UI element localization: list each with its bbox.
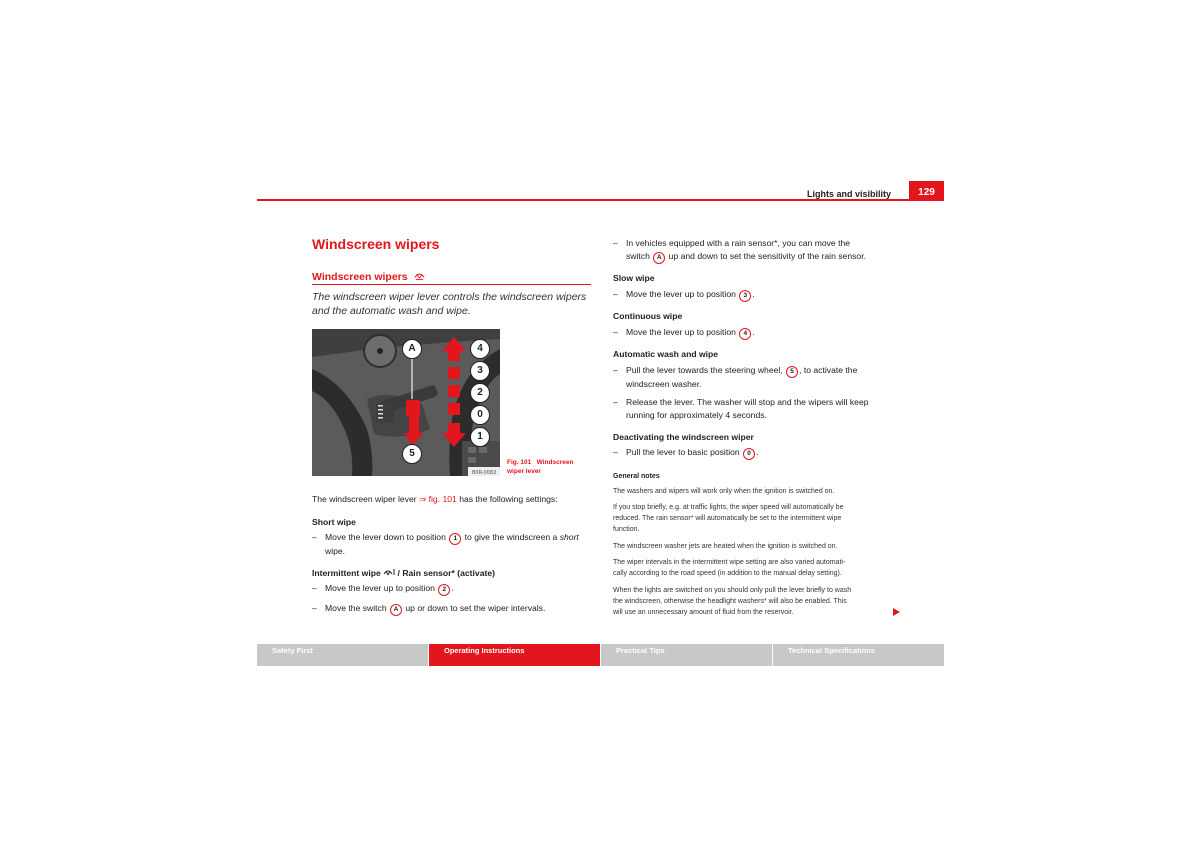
text-run: to give the windscreen a — [464, 532, 558, 542]
continuous-wipe-heading: Continuous wipe — [613, 311, 683, 321]
wiper-lever-figure — [312, 329, 500, 476]
deactivating-item-text — [626, 446, 758, 460]
slow-wipe-item — [613, 288, 898, 301]
section-heading-rule — [312, 284, 591, 285]
callout-3: 3 — [470, 361, 490, 381]
position-badge: 1 — [449, 533, 461, 545]
text-emphasis: short — [559, 532, 579, 542]
continuous-wipe-item-text — [626, 326, 755, 340]
page-number: 129 — [909, 181, 944, 201]
chapter-title: Windscreen wipers — [312, 236, 440, 252]
header-rule — [257, 199, 944, 201]
callout-2: 2 — [470, 383, 490, 403]
callout-a: A — [402, 339, 422, 359]
callout-5: 5 — [402, 444, 422, 464]
list-dash: – — [613, 289, 618, 299]
text-run: function. — [613, 526, 640, 533]
position-badge: 4 — [739, 328, 751, 340]
text-run: up and down to set the sensitivity of the rain sensor. — [668, 250, 866, 261]
short-wipe-item-text — [325, 531, 593, 558]
note-paragraph-4 — [613, 557, 893, 579]
figure-caption-label: Fig. 101 — [507, 459, 532, 466]
text-run: . — [752, 289, 755, 299]
deactivating-heading: Deactivating the windscreen wiper — [613, 432, 754, 442]
text-run: Move the lever up to position — [626, 327, 736, 337]
note-paragraph-2 — [613, 502, 893, 535]
intermittent-item-1-text — [325, 582, 454, 596]
text-run: . — [756, 447, 759, 457]
callout-4: 4 — [470, 339, 490, 359]
list-dash: – — [613, 397, 618, 407]
tab-operating-instructions[interactable]: Operating Instructions — [429, 644, 600, 666]
tab-practical-tips[interactable]: Practical Tips — [601, 644, 772, 666]
position-badge: 5 — [786, 366, 798, 378]
position-badge: 2 — [438, 584, 450, 596]
lead-paragraph — [312, 493, 597, 506]
text-run: cally according to the road speed (in addition to the manual delay setting). — [613, 570, 842, 577]
position-badge: A — [653, 252, 665, 264]
text-run: Pull the lever towards the steering wheel, — [626, 365, 783, 375]
auto-wash-item-2 — [613, 396, 898, 422]
footer-nav — [257, 644, 944, 666]
text-run: Release the lever. The washer will stop and the wipers will keep — [626, 397, 869, 407]
lead-text: The windscreen wiper lever — [312, 494, 417, 504]
text-run: In vehicles equipped with a rain sensor*, you can move the — [626, 238, 851, 248]
figure-caption — [507, 459, 587, 476]
intermittent-item-1 — [312, 582, 597, 595]
running-section-title: Lights and visibility — [806, 189, 891, 199]
list-dash: – — [613, 238, 618, 248]
section-heading — [312, 270, 425, 283]
list-dash: – — [613, 327, 618, 337]
text-run: windscreen washer. — [626, 379, 702, 389]
list-dash: – — [312, 603, 317, 613]
text-run: reduced. The rain sensor* will automatically be set to the intermittent wipe — [613, 515, 842, 522]
text-run: If you stop briefly, e.g. at traffic lights, the wiper speed will automatically be — [613, 504, 844, 511]
section-heading-text: Windscreen wipers — [312, 271, 408, 283]
text-run: , to activate the — [799, 365, 858, 375]
figure-code: B0R-0082 — [472, 470, 497, 476]
general-notes-heading: General notes — [613, 473, 660, 480]
auto-wash-item-1-text — [626, 364, 898, 391]
continue-arrow-icon — [893, 608, 900, 616]
text-run: Move the lever up to position — [626, 289, 736, 299]
tab-technical-specifications[interactable]: Technical Specifications — [773, 644, 944, 666]
figure-link[interactable]: fig. 101 — [428, 494, 457, 504]
text-run: Pull the lever to basic position — [626, 447, 740, 457]
text-run: Move the lever up to position — [325, 583, 435, 593]
intermittent-heading-text: Intermittent wipe — [312, 568, 381, 578]
lead-text-end: has the following settings: — [459, 494, 558, 504]
rain-sensor-item-text — [626, 237, 898, 264]
intermittent-heading — [312, 567, 495, 578]
cross-ref-arrow: ⇒ — [419, 494, 427, 504]
callout-0: 0 — [470, 405, 490, 425]
tab-safety-first[interactable]: Safety First — [257, 644, 428, 666]
continuous-wipe-item — [613, 326, 898, 339]
intermittent-heading-suffix: / Rain sensor* (activate) — [397, 568, 495, 578]
list-dash: – — [312, 532, 317, 542]
list-dash: – — [613, 447, 618, 457]
position-badge: 0 — [743, 448, 755, 460]
text-run: will use an unnecessary amount of fluid from the reservoir. — [613, 609, 794, 616]
deactivating-item — [613, 446, 898, 459]
list-dash: – — [613, 365, 618, 375]
note-paragraph-3: The windscreen washer jets are heated when the ignition is switched on. — [613, 543, 838, 550]
intermittent-item-2-text — [325, 602, 545, 616]
text-run: wipe. — [325, 546, 346, 556]
position-badge: A — [390, 604, 402, 616]
slow-wipe-heading: Slow wipe — [613, 273, 655, 283]
text-run: When the lights are switched on you should only pull the lever briefly to wash — [613, 587, 852, 594]
text-run: running for approximately 4 seconds. — [626, 409, 767, 420]
auto-wash-item-1 — [613, 364, 898, 390]
short-wipe-heading: Short wipe — [312, 517, 356, 527]
short-wipe-item — [312, 531, 597, 557]
note-paragraph-1: The washers and wipers will work only when the ignition is switched on. — [613, 488, 835, 495]
list-dash: – — [312, 583, 317, 593]
position-badge: 3 — [739, 290, 751, 302]
text-run: The wiper intervals in the intermittent wipe setting are also varied automati- — [613, 559, 846, 566]
text-run: Move the switch — [325, 603, 387, 613]
text-run: switch — [626, 250, 650, 261]
text-run: up or down to set the wiper intervals. — [405, 603, 546, 613]
figure-caption-text: Windscreen wiper lever — [507, 459, 574, 475]
callout-1: 1 — [470, 427, 490, 447]
rain-sensor-item — [613, 237, 898, 263]
wiper-icon — [414, 270, 425, 281]
text-run: the windscreen, otherwise the headlight washers* will also be enabled. This — [613, 598, 847, 605]
text-run: Move the lever down to position — [325, 532, 446, 542]
text-run: . — [451, 583, 454, 593]
text-run: . — [752, 327, 755, 337]
intro-paragraph: The windscreen wiper lever controls the windscreen wipers and the automatic wash and wipe. — [312, 291, 587, 317]
intermittent-wiper-icon — [383, 567, 395, 577]
intermittent-item-2 — [312, 602, 597, 615]
auto-wash-heading: Automatic wash and wipe — [613, 349, 719, 359]
note-paragraph-5 — [613, 585, 893, 618]
auto-wash-item-2-text — [626, 396, 898, 421]
slow-wipe-item-text — [626, 288, 755, 302]
